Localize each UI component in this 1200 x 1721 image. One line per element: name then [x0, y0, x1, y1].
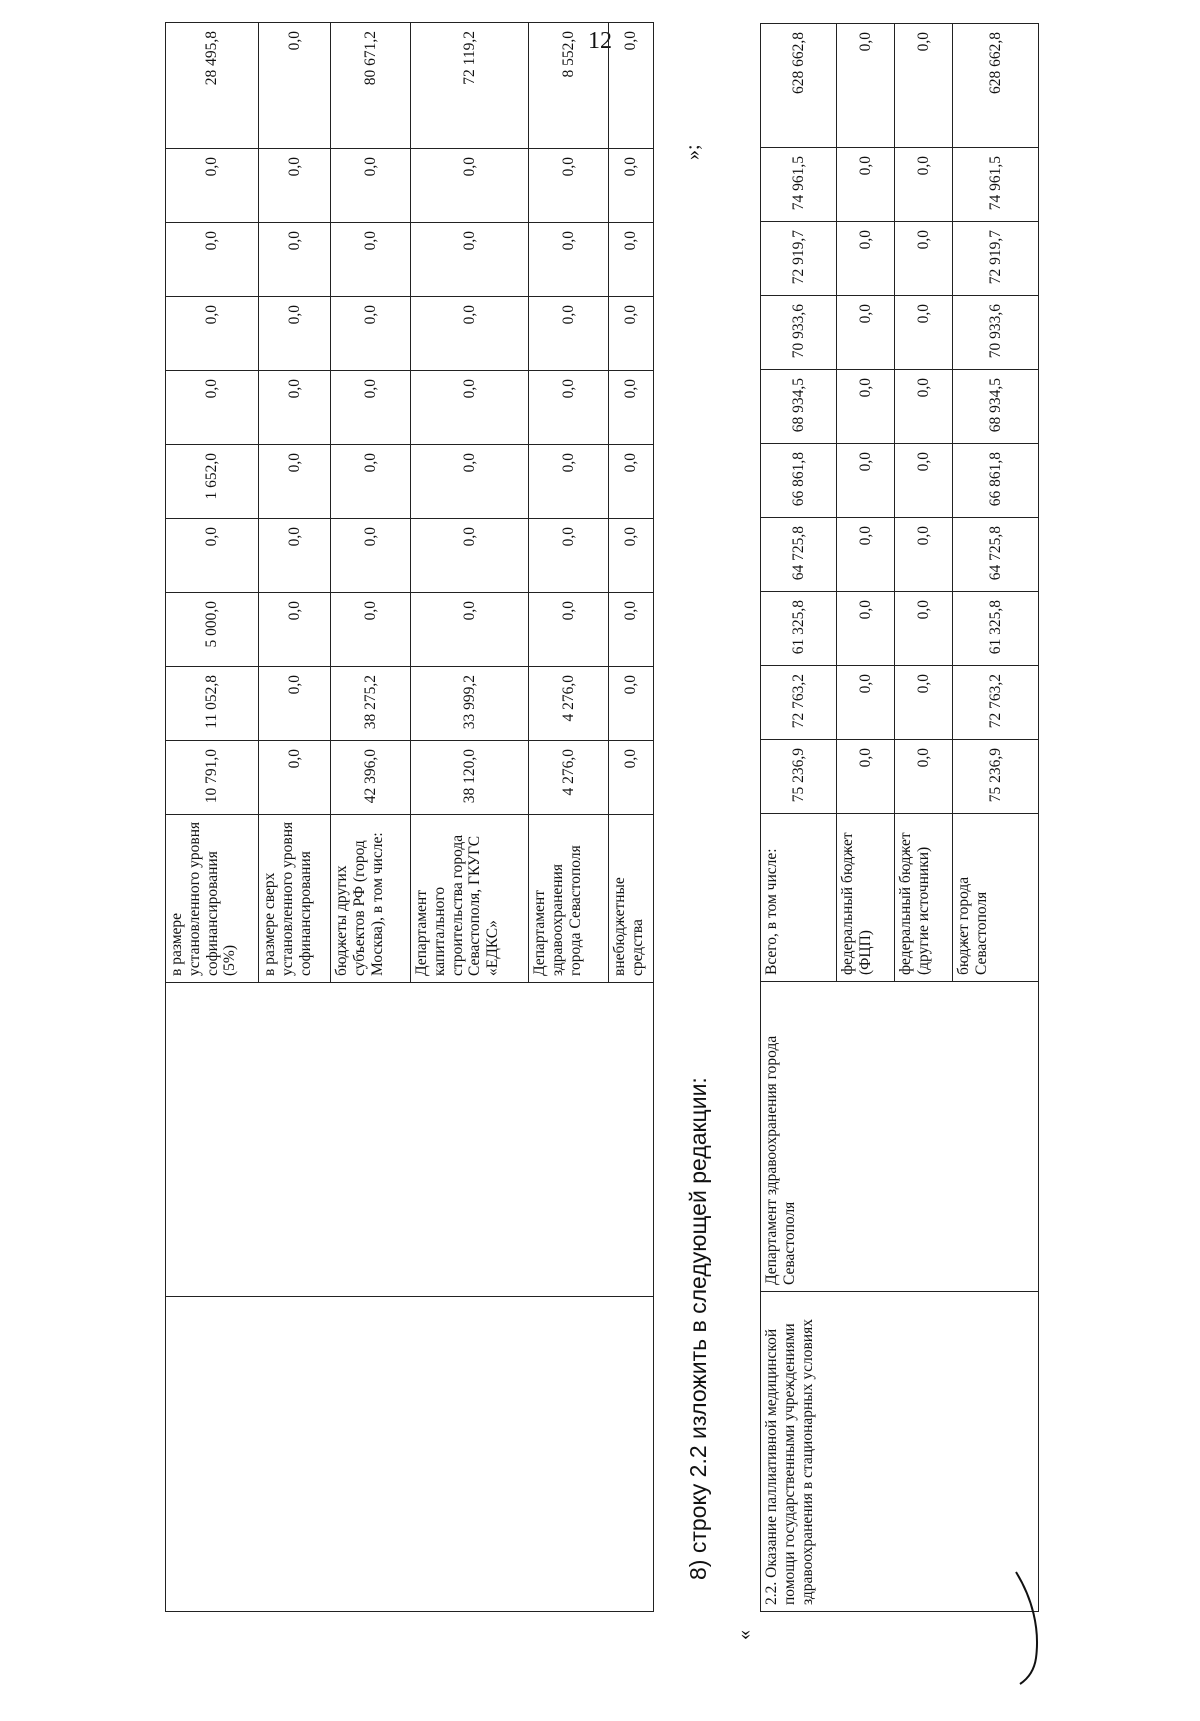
- funding-table-continuation: [165, 22, 654, 1612]
- value-cell: 0,0: [166, 297, 259, 371]
- value-cell: 0,0: [411, 297, 529, 371]
- value-cell: 10 791,0: [166, 741, 259, 815]
- item-cell-empty: [166, 1297, 654, 1612]
- value-cell: 0,0: [895, 666, 953, 740]
- total-cell: 28 495,8: [166, 23, 259, 149]
- table-row: [166, 23, 259, 1612]
- value-cell: 0,0: [609, 445, 654, 519]
- total-cell: 8 552,0: [529, 23, 609, 149]
- value-cell: 33 999,2: [411, 667, 529, 741]
- closing-quote: »;: [682, 144, 704, 160]
- value-cell: 38 275,2: [331, 667, 411, 741]
- value-cell: 0,0: [895, 296, 953, 370]
- value-cell: 66 861,8: [761, 444, 837, 518]
- value-cell: 0,0: [609, 519, 654, 593]
- value-cell: 4 276,0: [529, 741, 609, 815]
- total-cell: 80 671,2: [331, 23, 411, 149]
- value-cell: 0,0: [609, 297, 654, 371]
- value-cell: 0,0: [331, 445, 411, 519]
- value-cell: 0,0: [837, 740, 895, 814]
- value-cell: 0,0: [411, 445, 529, 519]
- value-cell: 64 725,8: [953, 518, 1039, 592]
- value-cell: 0,0: [609, 149, 654, 223]
- value-cell: 5 000,0: [166, 593, 259, 667]
- total-cell: 72 119,2: [411, 23, 529, 149]
- value-cell: 0,0: [411, 593, 529, 667]
- value-cell: 0,0: [411, 519, 529, 593]
- value-cell: 0,0: [895, 222, 953, 296]
- value-cell: 72 763,2: [953, 666, 1039, 740]
- value-cell: 0,0: [259, 223, 331, 297]
- value-cell: 0,0: [166, 371, 259, 445]
- value-cell: 0,0: [895, 592, 953, 666]
- source-label: Всего, в том числе:: [761, 814, 837, 982]
- value-cell: 75 236,9: [761, 740, 837, 814]
- total-cell: 0,0: [609, 23, 654, 149]
- item-cell: 2.2. Оказание паллиативной медицинской помощи государственными учреждениями здравоохранения в стационарных условиях: [761, 1292, 1039, 1612]
- value-cell: 0,0: [259, 371, 331, 445]
- value-cell: 0,0: [259, 667, 331, 741]
- value-cell: 68 934,5: [761, 370, 837, 444]
- value-cell: 0,0: [259, 519, 331, 593]
- value-cell: 1 652,0: [166, 445, 259, 519]
- value-cell: 0,0: [609, 667, 654, 741]
- value-cell: 66 861,8: [953, 444, 1039, 518]
- source-label: внебюджетные средства: [609, 815, 654, 983]
- value-cell: 0,0: [837, 518, 895, 592]
- value-cell: 0,0: [529, 149, 609, 223]
- value-cell: 0,0: [895, 518, 953, 592]
- value-cell: 0,0: [529, 223, 609, 297]
- value-cell: 0,0: [331, 149, 411, 223]
- value-cell: 0,0: [837, 296, 895, 370]
- value-cell: 0,0: [411, 149, 529, 223]
- value-cell: 0,0: [259, 297, 331, 371]
- value-cell: 0,0: [895, 740, 953, 814]
- row-2-2-table: [760, 23, 1039, 1612]
- value-cell: 0,0: [331, 223, 411, 297]
- source-label: бюджеты других субъектов РФ (город Москва), в том числе:: [331, 815, 411, 983]
- value-cell: 4 276,0: [529, 667, 609, 741]
- value-cell: 0,0: [609, 223, 654, 297]
- value-cell: 61 325,8: [761, 592, 837, 666]
- value-cell: 75 236,9: [953, 740, 1039, 814]
- value-cell: 0,0: [411, 223, 529, 297]
- source-label: федеральный бюджет (ФЦП): [837, 814, 895, 982]
- value-cell: 0,0: [259, 741, 331, 815]
- value-cell: 0,0: [259, 445, 331, 519]
- value-cell: 0,0: [166, 519, 259, 593]
- value-cell: 0,0: [529, 371, 609, 445]
- value-cell: 0,0: [529, 519, 609, 593]
- value-cell: 0,0: [331, 297, 411, 371]
- table-row: [761, 24, 837, 1612]
- opening-quote: «: [733, 1630, 755, 1640]
- value-cell: 0,0: [837, 666, 895, 740]
- value-cell: 72 919,7: [761, 222, 837, 296]
- executor-cell: Департамент здравоохранения города Севастополя: [761, 982, 1039, 1292]
- value-cell: 0,0: [331, 371, 411, 445]
- value-cell: 0,0: [609, 371, 654, 445]
- handwritten-mark: [1010, 1568, 1046, 1688]
- source-label: в размере установленного уровня софинансирования (5%): [166, 815, 259, 983]
- source-label: Департамент капитального строительства города Севастополя, ГКУГС «ЕДКС»: [411, 815, 529, 983]
- value-cell: 72 919,7: [953, 222, 1039, 296]
- value-cell: 0,0: [166, 149, 259, 223]
- value-cell: 70 933,6: [761, 296, 837, 370]
- source-label: федеральный бюджет (другие источники): [895, 814, 953, 982]
- value-cell: 0,0: [529, 445, 609, 519]
- total-cell: 628 662,8: [953, 24, 1039, 148]
- value-cell: 0,0: [259, 593, 331, 667]
- value-cell: 0,0: [331, 593, 411, 667]
- value-cell: 0,0: [411, 371, 529, 445]
- value-cell: 0,0: [837, 592, 895, 666]
- value-cell: 0,0: [529, 593, 609, 667]
- value-cell: 0,0: [259, 149, 331, 223]
- rotated-page-content: [0, 31, 1060, 1640]
- value-cell: 64 725,8: [761, 518, 837, 592]
- value-cell: 0,0: [529, 297, 609, 371]
- value-cell: 72 763,2: [761, 666, 837, 740]
- value-cell: 42 396,0: [331, 741, 411, 815]
- total-cell: 628 662,8: [761, 24, 837, 148]
- value-cell: 0,0: [166, 223, 259, 297]
- value-cell: 0,0: [609, 593, 654, 667]
- value-cell: 70 933,6: [953, 296, 1039, 370]
- value-cell: 11 052,8: [166, 667, 259, 741]
- value-cell: 0,0: [331, 519, 411, 593]
- value-cell: 61 325,8: [953, 592, 1039, 666]
- value-cell: 0,0: [895, 444, 953, 518]
- page-number: 12: [588, 28, 612, 54]
- value-cell: 38 120,0: [411, 741, 529, 815]
- executor-cell-empty: [166, 983, 654, 1297]
- value-cell: 74 961,5: [761, 148, 837, 222]
- value-cell: 0,0: [895, 148, 953, 222]
- value-cell: 68 934,5: [953, 370, 1039, 444]
- total-cell: 0,0: [259, 23, 331, 149]
- value-cell: 0,0: [837, 222, 895, 296]
- value-cell: 74 961,5: [953, 148, 1039, 222]
- total-cell: 0,0: [895, 24, 953, 148]
- value-cell: 0,0: [837, 444, 895, 518]
- amendment-instruction: 8) строку 2.2 изложить в следующей редакции:: [685, 1077, 711, 1580]
- value-cell: 0,0: [837, 370, 895, 444]
- value-cell: 0,0: [895, 370, 953, 444]
- source-label: бюджет города Севастополя: [953, 814, 1039, 982]
- source-label: Департамент здравоохранения города Севастополя: [529, 815, 609, 983]
- total-cell: 0,0: [837, 24, 895, 148]
- source-label: в размере сверх установленного уровня софинансирования: [259, 815, 331, 983]
- value-cell: 0,0: [837, 148, 895, 222]
- value-cell: 0,0: [609, 741, 654, 815]
